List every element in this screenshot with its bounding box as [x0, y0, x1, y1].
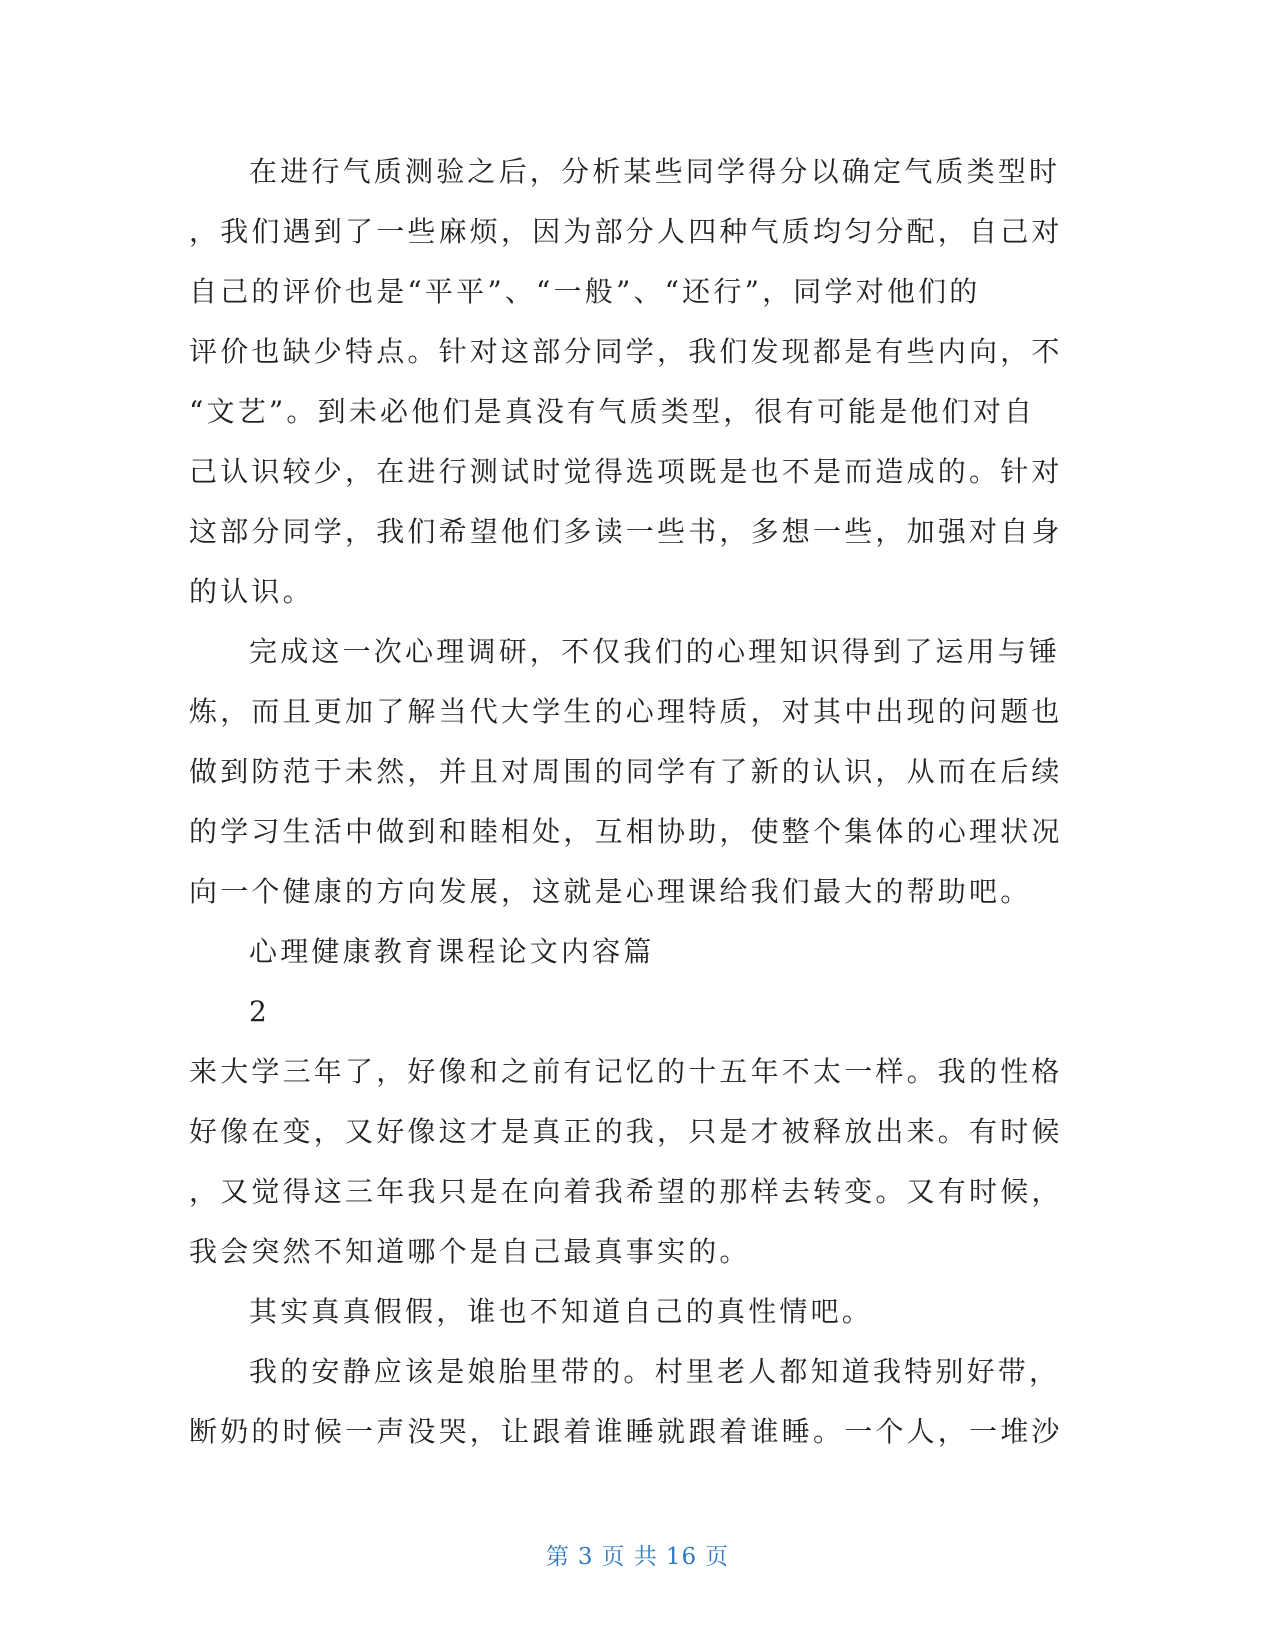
text-line: 炼，而且更加了解当代大学生的心理特质，对其中出现的问题也 — [189, 695, 1063, 728]
text-line: 自己的评价也是“平平”、“一般”、“还行”，同学对他们的 — [189, 275, 981, 308]
text-line: 的认识。 — [189, 575, 314, 608]
section-heading: 心理健康教育课程论文内容篇 — [249, 935, 655, 968]
text-line: 评价也缺少特点。针对这部分同学，我们发现都是有些内向，不 — [189, 335, 1063, 368]
text-line: 这部分同学，我们希望他们多读一些书，多想一些，加强对自身 — [189, 515, 1063, 548]
text-line: 完成这一次心理调研，不仅我们的心理知识得到了运用与锤 — [249, 635, 1061, 668]
text-line: ，又觉得这三年我只是在向着我希望的那样去转变。又有时候， — [189, 1175, 1063, 1208]
page-footer — [0, 1538, 1275, 1571]
text-line: 我的安静应该是娘胎里带的。村里老人都知道我特别好带， — [249, 1355, 1061, 1388]
text-line: 断奶的时候一声没哭，让跟着谁睡就跟着谁睡。一个人，一堆沙 — [189, 1415, 1063, 1448]
text-line: 来大学三年了，好像和之前有记忆的十五年不太一样。我的性格 — [189, 1055, 1063, 1088]
footer-suffix: 页 — [705, 1544, 730, 1570]
text-line: 的学习生活中做到和睦相处，互相协助，使整个集体的心理状况 — [189, 815, 1063, 848]
section-number: 2 — [249, 995, 271, 1028]
text-line: 向一个健康的方向发展，这就是心理课给我们最大的帮助吧。 — [189, 875, 1032, 908]
footer-prefix: 第 — [545, 1544, 570, 1570]
text-line: 其实真真假假，谁也不知道自己的真性情吧。 — [249, 1295, 874, 1328]
text-line: 在进行气质测验之后，分析某些同学得分以确定气质类型时 — [249, 155, 1061, 188]
text-line: 好像在变，又好像这才是真正的我，只是才被释放出来。有时候 — [189, 1115, 1063, 1148]
text-line: 己认识较少，在进行测试时觉得选项既是也不是而造成的。针对 — [189, 455, 1063, 488]
footer-middle: 页 共 — [601, 1544, 658, 1570]
text-line: 做到防范于未然，并且对周围的同学有了新的认识，从而在后续 — [189, 755, 1063, 788]
text-line: 我会突然不知道哪个是自己最真事实的。 — [189, 1235, 751, 1268]
footer-current-page: 3 — [577, 1544, 594, 1570]
text-line: “文艺”。到未必他们是真没有气质类型，很有可能是他们对自 — [189, 395, 1036, 428]
document-body — [189, 142, 1063, 1462]
footer-total-pages: 16 — [665, 1544, 698, 1570]
text-line: ，我们遇到了一些麻烦，因为部分人四种气质均匀分配，自己对 — [189, 215, 1063, 248]
